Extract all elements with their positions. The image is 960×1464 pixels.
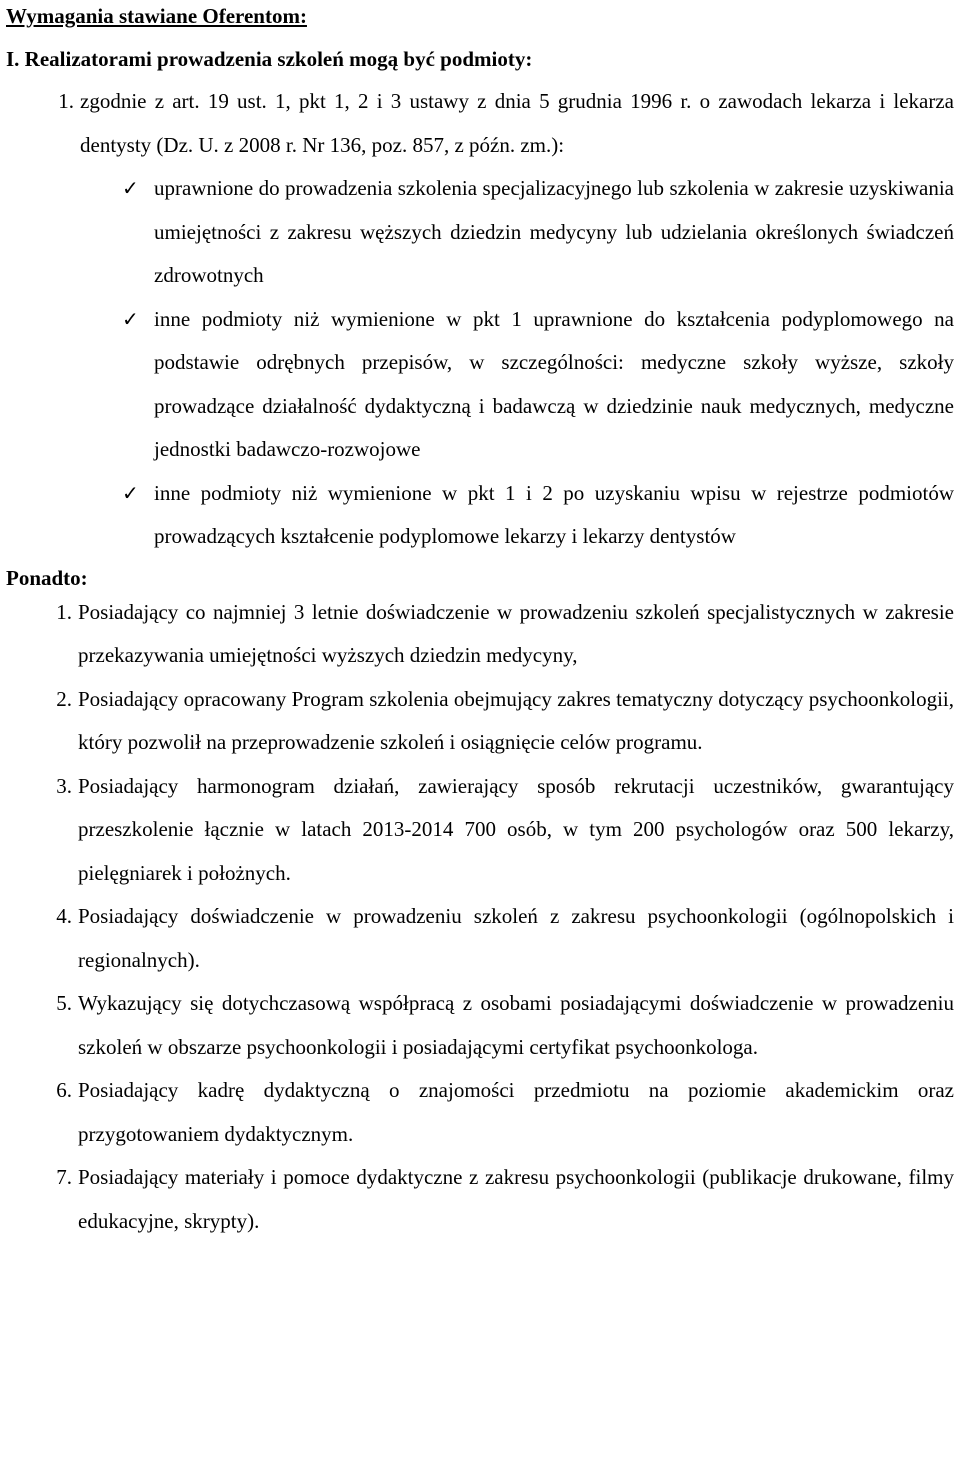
list-item-number: 1. [56,599,72,624]
list-item-text: Posiadający harmonogram działań, zawierający sposób rekrutacji uczestników, gwarantujący przeszkolenie łącznie w latach 2013-2014 700 osób, w tym 200 psychologów oraz 500 lekarzy, pielęgniarek i położnych. [78,773,954,885]
list-item-number: 1. [58,89,74,113]
list-item [6,167,954,298]
list-item-text: Posiadający doświadczenie w prowadzeniu szkoleń z zakresu psychoonkologii (ogólnopolskich i regionalnych). [78,904,954,972]
list-item-text: Wykazujący się dotychczasową współpracą z osobami posiadającymi doświadczenie w prowadzeniu szkoleń w obszarze psychoonkologii i posiadającymi certyfikat psychoonkologa. [78,991,954,1059]
list-item-text: inne podmioty niż wymienione w pkt 1 i 2 po uzyskaniu wpisu w rejestrze podmiotów prowadzących kształcenie podyplomowe lekarzy i lekarzy dentystów [154,480,954,548]
list-item-text: uprawnione do prowadzenia szkolenia specjalizacyjnego lub szkolenia w zakresie uzyskiwania umiejętności z zakresu węższych dziedzin medycyny lub udzielania określonych świadczeń zdrowotnych [154,176,954,287]
section-heading-realizatorzy: I. Realizatorami prowadzenia szkoleń mogą być podmioty: [6,47,533,71]
list-item-text: Posiadający kadrę dydaktyczną o znajomości przedmiotu na poziomie akademickim oraz przygotowaniem dydaktycznym. [78,1078,954,1146]
list-item-text: zgodnie z art. 19 ust. 1, pkt 1, 2 i 3 ustawy z dnia 5 grudnia 1996 r. o zawodach lekarza i lekarza dentysty (Dz. U. z 2008 r. Nr 136, poz. 857, z późn. zm.): [80,89,954,157]
list-item [6,1069,954,1156]
list-item [6,80,954,167]
list-item-number: 3. [56,773,72,798]
list-item [6,591,954,678]
checkmark-icon: ✓ [122,480,139,505]
list-item [6,298,954,472]
document-title: Wymagania stawiane Oferentom: [6,4,307,28]
checkmark-icon: ✓ [122,306,139,331]
list-item [6,472,954,559]
list-item-text: Posiadający materiały i pomoce dydaktyczne z zakresu psychoonkologii (publikacje drukowane, filmy edukacyjne, skrypty). [78,1165,954,1233]
legal-basis-list [6,80,954,167]
list-item-text: Posiadający co najmniej 3 letnie doświadczenie w prowadzeniu szkoleń specjalistycznych w zakresie przekazywania umiejętności wyższych dziedzin medycyny, [78,599,954,667]
list-item [6,982,954,1069]
list-item [6,895,954,982]
checkmark-list [6,167,954,559]
list-item-number: 6. [56,1078,72,1102]
list-item [6,678,954,765]
section-heading-ponadto: Ponadto: [6,565,88,590]
list-item-number: 2. [56,686,72,711]
requirements-list [6,591,954,1244]
list-item-text: Posiadający opracowany Program szkolenia obejmujący zakres tematyczny dotyczący psychoonkologii, który pozwolił na przeprowadzenie szkoleń i osiągnięcie celów programu. [78,686,954,754]
checkmark-icon: ✓ [122,176,139,200]
list-item-number: 5. [56,991,72,1015]
list-item-number: 4. [56,904,72,928]
list-item [6,1156,954,1243]
list-item-number: 7. [56,1165,72,1189]
list-item-text: inne podmioty niż wymienione w pkt 1 uprawnione do kształcenia podyplomowego na podstawie odrębnych przepisów, w szczególności: medyczne szkoły wyższe, szkoły prowadzące działalność dydaktyczną i badawczą w dziedzinie nauk medycznych, medyczne jednostki badawczo-rozwojowe [154,306,954,461]
list-item [6,765,954,896]
